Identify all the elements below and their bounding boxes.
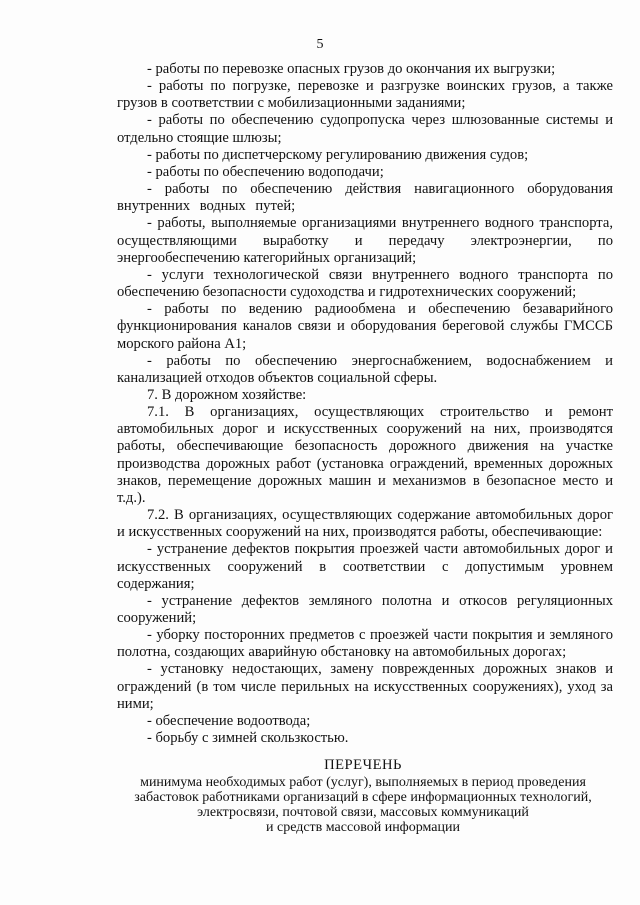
paragraph: - работы по обеспечению действия навигационного оборудования внутренних водных путей; xyxy=(117,181,613,215)
paragraph: - работы по погрузке, перевозке и разгрузке воинских грузов, а также грузов в соответствии с мобилизационными заданиями; xyxy=(117,78,613,112)
list-title: ПЕРЕЧЕНЬ xyxy=(324,757,402,773)
paragraph: - работы по обеспечению судопропуска через шлюзованные системы и отдельно стоящие шлюзы; xyxy=(117,112,613,146)
paragraph: - работы по перевозке опасных грузов до окончания их выгрузки; xyxy=(147,61,556,77)
list-subtitle xyxy=(108,775,618,835)
paragraph: 7.1. В организациях, осуществляющих строительство и ремонт автомобильных дорог и искусственных сооружений на них, производятся работы, обеспечивающие безопасность дорожного движения на участке производства дорожных работ (установка ограждений, временных дорожных знаков, перемещение дорожных машин и механизмов в безопасное место и т.д.). xyxy=(117,404,613,506)
list-subtitle-line: минимума необходимых работ (услуг), выполняемых в период проведения xyxy=(140,775,586,790)
paragraph: - работы по обеспечению водоподачи; xyxy=(147,163,384,180)
list-subtitle-line: и средств массовой информации xyxy=(265,820,460,835)
paragraph: - установку недостающих, замену поврежденных дорожных знаков и ограждений (в том числе перильных на искусственных сооружениях), уход за ними; xyxy=(117,661,613,712)
paragraph: 7.2. В организациях, осуществляющих содержание автомобильных дорог и искусственных сооружений на них, производятся работы, обеспечивающие: xyxy=(117,507,613,541)
paragraph: - работы по диспетчерскому регулированию движения судов; xyxy=(147,146,529,163)
paragraph: - устранение дефектов покрытия проезжей части автомобильных дорог и искусственных сооружений в соответствии с допустимым уровнем содержания; xyxy=(117,541,613,592)
page-number: 5 xyxy=(316,37,324,52)
document-body xyxy=(117,61,613,747)
paragraph: - устранение дефектов земляного полотна и откосов регуляционных сооружений; xyxy=(117,592,613,626)
paragraph: - уборку посторонних предметов с проезжей части покрытия и земляного полотна, создающих аварийную обстановку на автомобильных дорогах; xyxy=(117,627,613,661)
section-heading: 7. В дорожном хозяйстве: xyxy=(147,386,307,403)
list-subtitle-line: забастовок работниками организаций в сфере информационных технологий, xyxy=(134,790,592,805)
paragraph: - работы по ведению радиообмена и обеспечению безаварийного функционирования каналов связи и оборудования береговой службы ГМССБ морского района А1; xyxy=(117,301,613,352)
paragraph: - работы, выполняемые организациями внутреннего водного транспорта, осуществляющими выработку и передачу электроэнергии, по энергообеспечению категорийных организаций; xyxy=(117,215,613,266)
list-subtitle-line: электросвязи, почтовой связи, массовых коммуникаций xyxy=(197,805,529,820)
paragraph: - борьбу с зимней скользкостью. xyxy=(147,730,349,747)
paragraph: - услуги технологической связи внутреннего водного транспорта по обеспечению безопасности судоходства и гидротехнических сооружений; xyxy=(117,266,613,301)
paragraph: - работы по обеспечению энергоснабжением, водоснабжением и канализацией отходов объектов социальной сферы. xyxy=(117,352,613,386)
paragraph: - обеспечение водоотвода; xyxy=(147,712,311,729)
